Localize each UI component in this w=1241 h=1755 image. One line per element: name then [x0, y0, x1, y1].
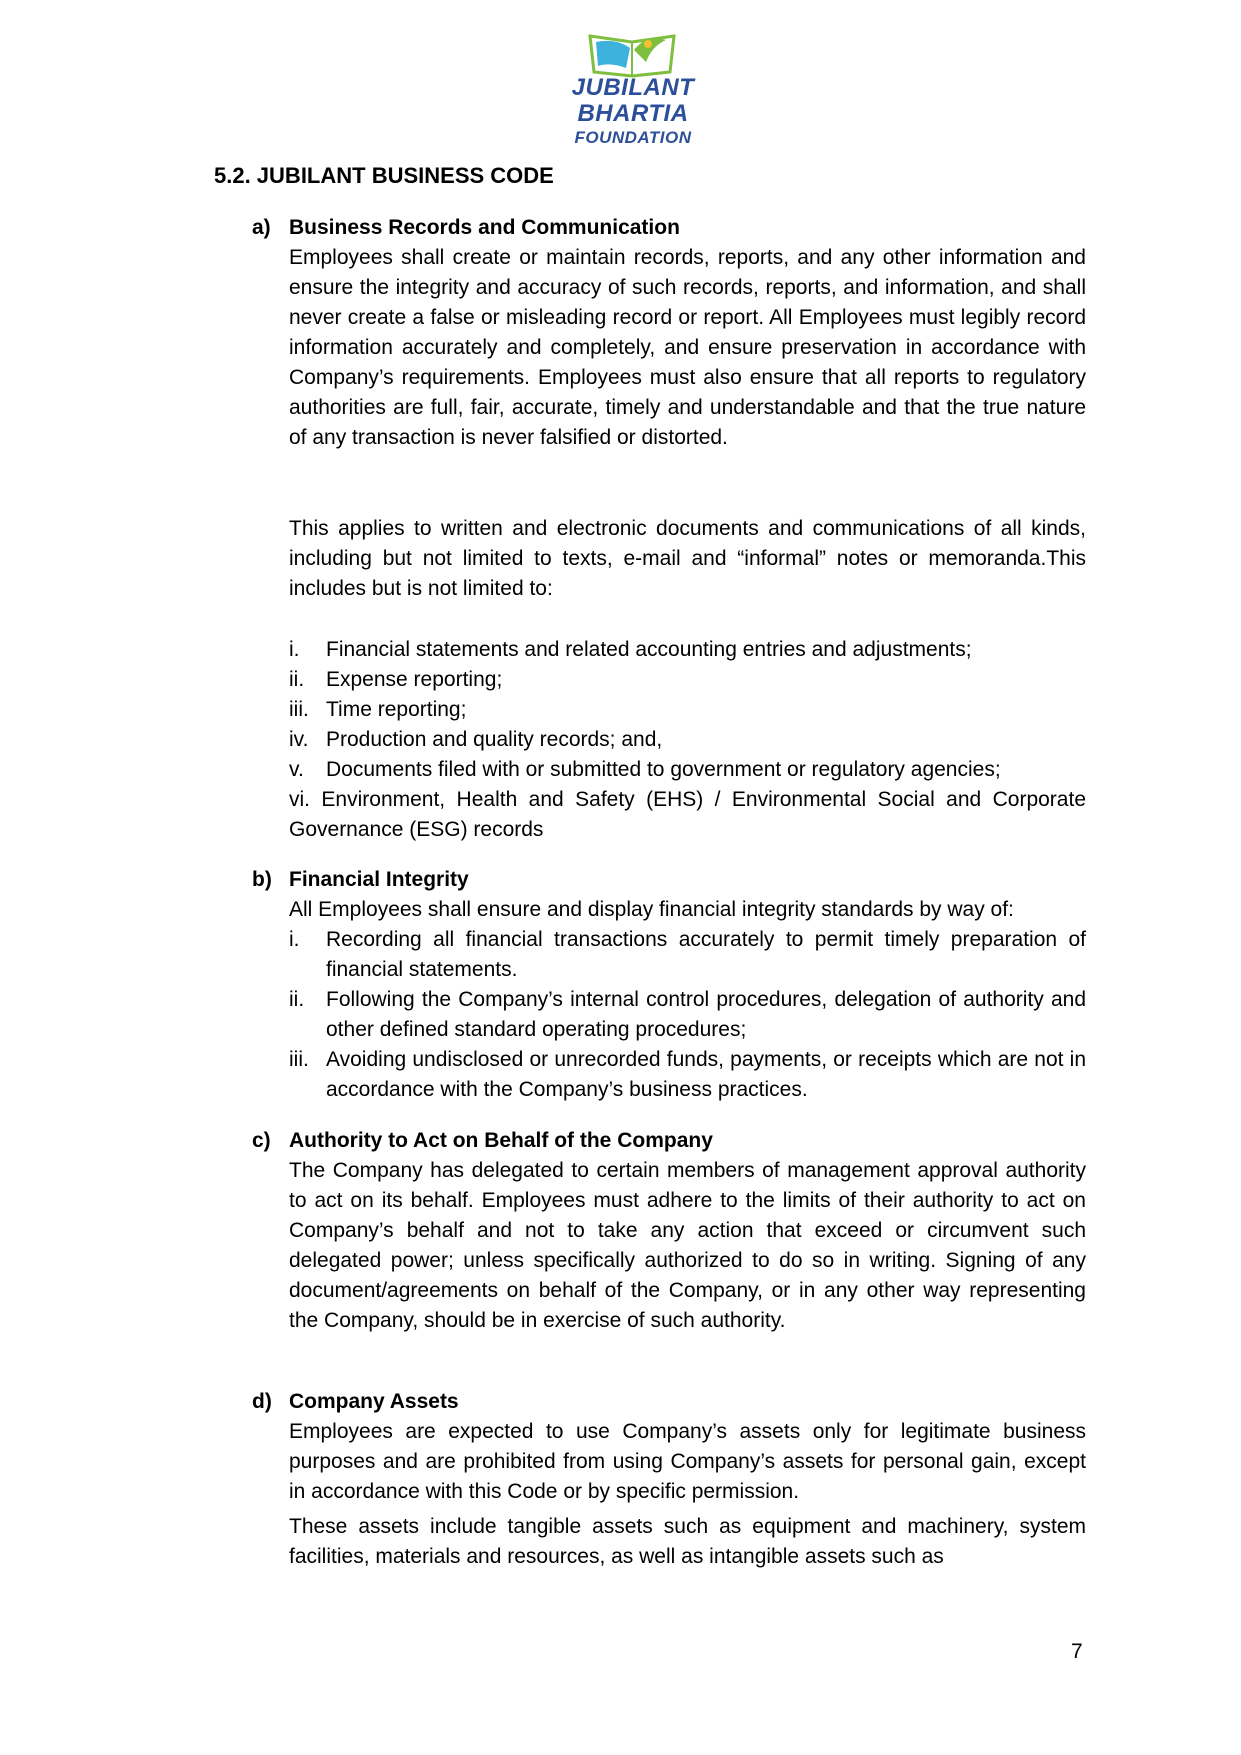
page-number: 7 [1071, 1640, 1083, 1663]
list-item-number: iii. [289, 698, 309, 721]
list-item-number: iv. [289, 728, 309, 751]
section-c-marker: c) [252, 1129, 271, 1152]
logo-line-3: FOUNDATION [574, 128, 692, 147]
list-item [289, 785, 1086, 845]
logo-line-2: BHARTIA [577, 100, 689, 127]
list-item-number: i. [289, 928, 300, 951]
list-item-text: Environment, Health and Safety (EHS) / Environmental Social and Corporate Governance (ESG) records [289, 788, 1086, 841]
list-item-number: vi. [289, 788, 310, 811]
list-item-text: Avoiding undisclosed or unrecorded funds, payments, or receipts which are not in accordance with the Company’s business practices. [326, 1048, 1086, 1101]
list-item-number: ii. [289, 988, 305, 1011]
section-a-marker: a) [252, 216, 271, 239]
section-title: 5.2. JUBILANT BUSINESS CODE [214, 163, 554, 188]
list-item-number: i. [289, 638, 300, 661]
section-d-paragraph-1: Employees are expected to use Company’s assets only for legitimate business purposes and are prohibited from using Company’s assets for personal gain, except in accordance with this Code or by specific permission. [289, 1420, 1086, 1503]
list-item-text: Recording all financial transactions accurately to permit timely preparation of financial statements. [326, 928, 1086, 981]
list-item-number: ii. [289, 668, 305, 691]
section-d-heading: Company Assets [289, 1390, 459, 1413]
logo-line-1: JUBILANT [571, 74, 695, 101]
section-b-intro: All Employees shall ensure and display financial integrity standards by way of: [289, 898, 1014, 921]
list-item-number: iii. [289, 1048, 309, 1071]
section-a-paragraph-2: This applies to written and electronic documents and communications of all kinds, including but not limited to texts, e-mail and “informal” notes or memoranda.This includes but is not limited to: [289, 517, 1086, 600]
section-d-marker: d) [252, 1390, 272, 1413]
list-item-text: Following the Company’s internal control procedures, delegation of authority and other defined standard operating procedures; [326, 988, 1086, 1041]
section-a-heading: Business Records and Communication [289, 216, 680, 239]
list-item-number: v. [289, 758, 304, 781]
section-b-heading: Financial Integrity [289, 868, 469, 891]
list-item-text: Production and quality records; and, [326, 728, 663, 751]
list-item-text: Documents filed with or submitted to government or regulatory agencies; [326, 758, 1001, 781]
section-c-heading: Authority to Act on Behalf of the Company [289, 1129, 713, 1152]
section-c-paragraph: The Company has delegated to certain members of management approval authority to act on its behalf. Employees must adhere to the limits of their authority to act on Company’s behalf and not to take any action that exceed or circumvent such delegated power; unless specifically authorized to do so in writing. Signing of any document/agreements on behalf of the Company, or in any other way representing the Company, should be in exercise of such authority. [289, 1159, 1086, 1332]
list-item-text: Financial statements and related accounting entries and adjustments; [326, 638, 972, 661]
section-d-paragraph-2: These assets include tangible assets such as equipment and machinery, system facilities, materials and resources, as well as intangible assets such as [289, 1515, 1086, 1568]
list-item-text: Time reporting; [326, 698, 467, 721]
section-a-paragraph-1: Employees shall create or maintain records, reports, and any other information and ensure the integrity and accuracy of such records, reports, and information, and shall never create a false or misleading record or report. All Employees must legibly record information accurately and completely, and ensure preservation in accordance with Company’s requirements. Employees must also ensure that all reports to regulatory authorities are full, fair, accurate, timely and understandable and that the true nature of any transaction is never falsified or distorted. [289, 246, 1086, 449]
section-b-marker: b) [252, 868, 272, 891]
list-item-text: Expense reporting; [326, 668, 503, 691]
